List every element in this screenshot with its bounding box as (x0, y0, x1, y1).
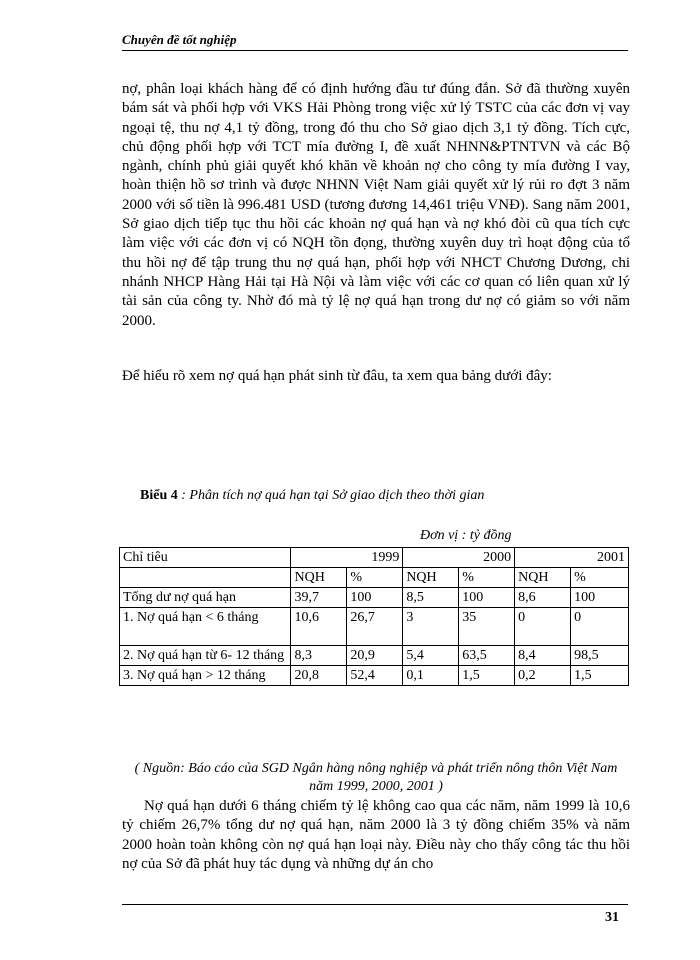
table-cell: 39,7 (291, 588, 347, 608)
table-cell: 100 (459, 588, 515, 608)
page-number: 31 (605, 910, 619, 925)
intro-line: Để hiểu rõ xem nợ quá hạn phát sinh từ đâu, ta xem qua bảng dưới đây: (122, 368, 552, 384)
table-cell: 0,1 (403, 666, 459, 686)
body-paragraph: nợ, phân loại khách hàng để có định hướng đầu tư đúng đắn. Sở đã thường xuyên bám sát và phối hợp với VKS Hải Phòng trong việc xử lý TSTC của các đơn vị vay ngoại tệ, thu nợ 4,1 tỷ đồng, trong đó thu cho Sở giao dịch 3,1 tỷ đồng. Tích cực, chủ động phối hợp với TCT mía đường I, đề xuất NHNN&PTNTVN và các Bộ ngành, chính phủ giải quyết khó khăn về khoản nợ cho công ty mía đường I vay, hoàn thiện hồ sơ trình và được NHNN Việt Nam giải quyết xử lý rủi ro đợt 3 năm 2000 với số tiền là 996.481 USD (tương đương 14,461 triệu VNĐ). Sang năm 2001, Sở giao dịch tiếp tục thu hồi các khoản nợ quá hạn và nợ khó đòi cũ qua tích cực làm việc với các đơn vị có NQH tồn đọng, thường xuyên duy trì hoạt động của tổ thu hồi nợ để tập trung thu nợ quá hạn, phối hợp với NHCT Chương Dương, chi nhánh NHCP Hàng Hải tại Hà Nội và làm việc với các cơ quan có liên quan xử lý tài sản của công ty. Nhờ đó mà tỷ lệ nợ quá hạn trong dư nợ có giảm so với năm 2000. (122, 81, 630, 329)
caption-label: Biểu 4 (140, 488, 178, 503)
year-header: 2001 (515, 548, 629, 568)
row-label: Tổng dư nợ quá hạn (120, 588, 291, 608)
table-source-note: ( Nguồn: Báo cáo của SGD Ngân hàng nông nghiệp và phát triển nông thôn Việt Nam năm 1999, 2000, 2001 ) (134, 761, 618, 794)
closing-paragraph: Nợ quá hạn dưới 6 tháng chiếm tỷ lệ không cao qua các năm, năm 1999 là 10,6 tỷ chiếm 26,7% tổng dư nợ quá hạn, năm 2000 là 3 tỷ đồng chiếm 35% và năm 2000 hoàn toàn không còn nợ quá hạn loại này. Điều này cho thấy công tác thu hồi nợ của Sở đã phát huy tác dụng và những dự án cho (122, 798, 630, 872)
sub-header: NQH (515, 568, 571, 588)
sub-header: % (571, 568, 629, 588)
year-header: 2000 (403, 548, 515, 568)
table-row (120, 588, 629, 608)
caption-text: : Phân tích nợ quá hạn tại Sở giao dịch theo thời gian (181, 488, 485, 503)
table-cell: 0,2 (515, 666, 571, 686)
row-label: 1. Nợ quá hạn < 6 tháng (120, 608, 291, 646)
sub-header: NQH (291, 568, 347, 588)
table-cell: 20,8 (291, 666, 347, 686)
page-header (122, 32, 628, 51)
table-cell: 8,5 (403, 588, 459, 608)
table-cell: 1,5 (571, 666, 629, 686)
sub-header: % (459, 568, 515, 588)
table-cell: 8,4 (515, 646, 571, 666)
table-row (120, 608, 629, 646)
table-cell: 10,6 (291, 608, 347, 646)
table-cell: 100 (347, 588, 403, 608)
empty-cell (120, 568, 291, 588)
row-label: 3. Nợ quá hạn > 12 tháng (120, 666, 291, 686)
table-cell: 8,6 (515, 588, 571, 608)
table-subheader-row (120, 568, 629, 588)
table-cell: 98,5 (571, 646, 629, 666)
table-cell: 5,4 (403, 646, 459, 666)
table-cell: 3 (403, 608, 459, 646)
table-cell: 52,4 (347, 666, 403, 686)
sub-header: NQH (403, 568, 459, 588)
table-row (120, 666, 629, 686)
sub-header: % (347, 568, 403, 588)
table-cell: 63,5 (459, 646, 515, 666)
table-header-row (120, 548, 629, 568)
criteria-header: Chỉ tiêu (120, 548, 291, 568)
table-cell: 35 (459, 608, 515, 646)
table-cell: 26,7 (347, 608, 403, 646)
header-title: Chuyên đề tốt nghiệp (122, 32, 237, 47)
table-cell: 8,3 (291, 646, 347, 666)
table-cell: 0 (571, 608, 629, 646)
footer-divider (122, 904, 628, 905)
table-caption (140, 488, 484, 504)
table-cell: 0 (515, 608, 571, 646)
table-row (120, 646, 629, 666)
unit-label: Đơn vị : tỷ đồng (420, 528, 512, 543)
row-label: 2. Nợ quá hạn từ 6- 12 tháng (120, 646, 291, 666)
table-cell: 20,9 (347, 646, 403, 666)
table-cell: 100 (571, 588, 629, 608)
year-header: 1999 (291, 548, 403, 568)
table-cell: 1,5 (459, 666, 515, 686)
overdue-debt-table (119, 547, 629, 686)
